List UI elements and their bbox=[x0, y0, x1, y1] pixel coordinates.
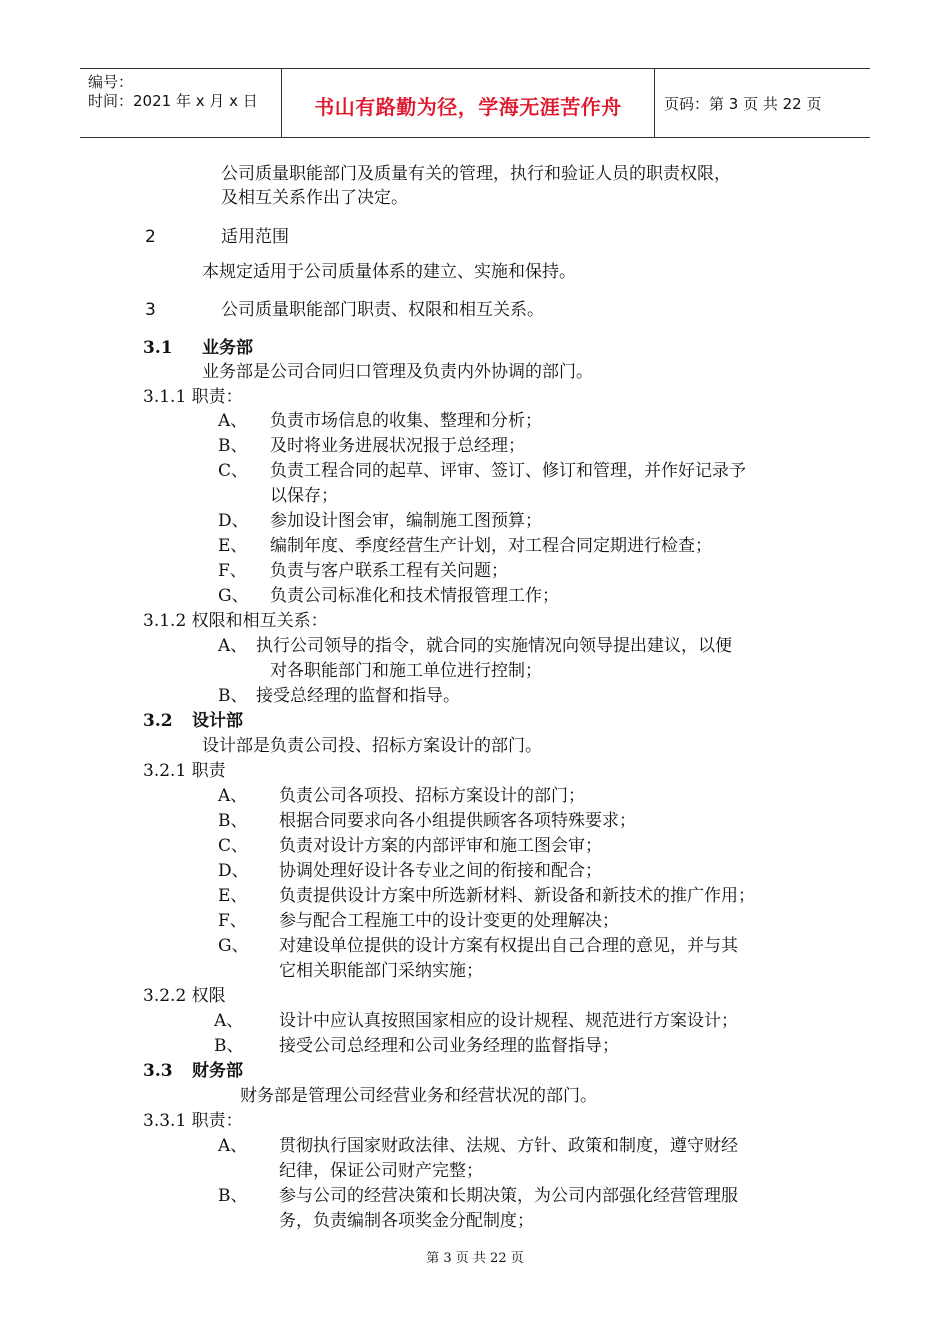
list-marker: B、 bbox=[218, 436, 248, 456]
header-motto: 书山有路勤为径，学海无涯苦作舟 bbox=[314, 95, 622, 119]
list-marker: A、 bbox=[214, 1011, 244, 1031]
list-item: 负责提供设计方案中所选新材料、新设备和新技术的推广作用； bbox=[279, 886, 755, 906]
list-item-continued: 纪律，保证公司财产完整； bbox=[279, 1161, 483, 1181]
list-item: 编制年度、季度经营生产计划，对工程合同定期进行检查； bbox=[270, 536, 712, 556]
paragraph-line: 财务部是管理公司经营业务和经营状况的部门。 bbox=[240, 1086, 597, 1106]
section-heading: 公司质量职能部门职责、权限和相互关系。 bbox=[221, 300, 544, 320]
item-heading: 3.3.1 职责： bbox=[143, 1111, 243, 1131]
section-number: 2 bbox=[145, 227, 156, 247]
list-item: 负责对设计方案的内部评审和施工图会审； bbox=[279, 836, 602, 856]
page-header bbox=[80, 68, 870, 138]
list-item-continued: 它相关职能部门采纳实施； bbox=[279, 961, 483, 981]
list-item: 对建设单位提供的设计方案有权提出自己合理的意见，并与其 bbox=[279, 936, 738, 956]
list-item: 接受公司总经理和公司业务经理的监督指导； bbox=[279, 1036, 619, 1056]
paragraph-line: 公司质量职能部门及质量有关的管理，执行和验证人员的职责权限， bbox=[221, 164, 731, 184]
page-footer: 第 3 页 共 22 页 bbox=[426, 1251, 524, 1266]
subsection-number: 3.1 bbox=[143, 338, 173, 358]
list-marker: A、 bbox=[218, 1136, 248, 1156]
list-marker: B、 bbox=[218, 1186, 248, 1206]
list-marker: F、 bbox=[218, 561, 247, 581]
list-item: 协调处理好设计各专业之间的衔接和配合； bbox=[279, 861, 602, 881]
list-marker: C、 bbox=[218, 461, 249, 481]
list-item: 参加设计图会审，编制施工图预算； bbox=[270, 511, 542, 531]
list-item: 负责公司各项投、招标方案设计的部门； bbox=[279, 786, 585, 806]
list-item: 负责公司标准化和技术情报管理工作； bbox=[270, 586, 559, 606]
list-marker: C、 bbox=[218, 836, 249, 856]
list-marker: B、 bbox=[218, 811, 248, 831]
list-item: 参与公司的经营决策和长期决策，为公司内部强化经营管理服 bbox=[279, 1186, 738, 1206]
paragraph-line: 设计部是负责公司投、招标方案设计的部门。 bbox=[202, 736, 542, 756]
section-heading: 适用范围 bbox=[221, 227, 289, 247]
item-heading: 3.1.1 职责： bbox=[143, 387, 243, 407]
list-marker: B、 bbox=[218, 686, 248, 706]
header-number: 编号： bbox=[88, 73, 134, 91]
paragraph-line: 及相互关系作出了决定。 bbox=[221, 188, 408, 208]
section-number: 3 bbox=[145, 300, 156, 320]
list-item: 贯彻执行国家财政法律、法规、方针、政策和制度，遵守财经 bbox=[279, 1136, 738, 1156]
list-item: 负责市场信息的收集、整理和分析； bbox=[270, 411, 542, 431]
list-marker: E、 bbox=[218, 886, 248, 906]
list-marker: D、 bbox=[218, 511, 249, 531]
subsection-heading: 设计部 bbox=[192, 711, 243, 731]
list-item: 负责与客户联系工程有关问题； bbox=[270, 561, 508, 581]
list-item: 及时将业务进展状况报于总经理； bbox=[270, 436, 525, 456]
list-item-continued: 以保存； bbox=[270, 486, 338, 506]
list-marker: A、 bbox=[218, 411, 248, 431]
list-marker: A、 bbox=[218, 636, 248, 656]
list-marker: D、 bbox=[218, 861, 249, 881]
subsection-heading: 财务部 bbox=[192, 1061, 243, 1081]
header-meta bbox=[88, 73, 258, 111]
item-heading: 3.1.2 权限和相互关系： bbox=[143, 611, 328, 631]
list-item: 设计中应认真按照国家相应的设计规程、规范进行方案设计； bbox=[279, 1011, 738, 1031]
list-marker: G、 bbox=[218, 936, 249, 956]
list-marker: A、 bbox=[218, 786, 248, 806]
paragraph-line: 业务部是公司合同归口管理及负责内外协调的部门。 bbox=[202, 362, 593, 382]
list-item: 执行公司领导的指令，就合同的实施情况向领导提出建议，以便 bbox=[256, 636, 732, 656]
subsection-number: 3.2 bbox=[143, 711, 173, 731]
list-item: 接受总经理的监督和指导。 bbox=[256, 686, 460, 706]
header-divider bbox=[654, 69, 655, 137]
list-item: 根据合同要求向各小组提供顾客各项特殊要求； bbox=[279, 811, 636, 831]
list-marker: B、 bbox=[214, 1036, 244, 1056]
header-time: 时间：2021 年 x 月 x 日 bbox=[88, 92, 258, 110]
list-marker: F、 bbox=[218, 911, 247, 931]
header-page-code: 页码：第 3 页 共 22 页 bbox=[664, 95, 822, 113]
list-marker: G、 bbox=[218, 586, 249, 606]
item-heading: 3.2.1 职责 bbox=[143, 761, 226, 781]
list-marker: E、 bbox=[218, 536, 248, 556]
item-heading: 3.2.2 权限 bbox=[143, 986, 226, 1006]
list-item-continued: 对各职能部门和施工单位进行控制； bbox=[270, 661, 542, 681]
paragraph-line: 本规定适用于公司质量体系的建立、实施和保持。 bbox=[202, 262, 576, 282]
subsection-number: 3.3 bbox=[143, 1061, 173, 1081]
list-item-continued: 务，负责编制各项奖金分配制度； bbox=[279, 1211, 534, 1231]
list-item: 负责工程合同的起草、评审、签订、修订和管理，并作好记录予 bbox=[270, 461, 746, 481]
list-item: 参与配合工程施工中的设计变更的处理解决； bbox=[279, 911, 619, 931]
subsection-heading: 业务部 bbox=[202, 338, 253, 358]
